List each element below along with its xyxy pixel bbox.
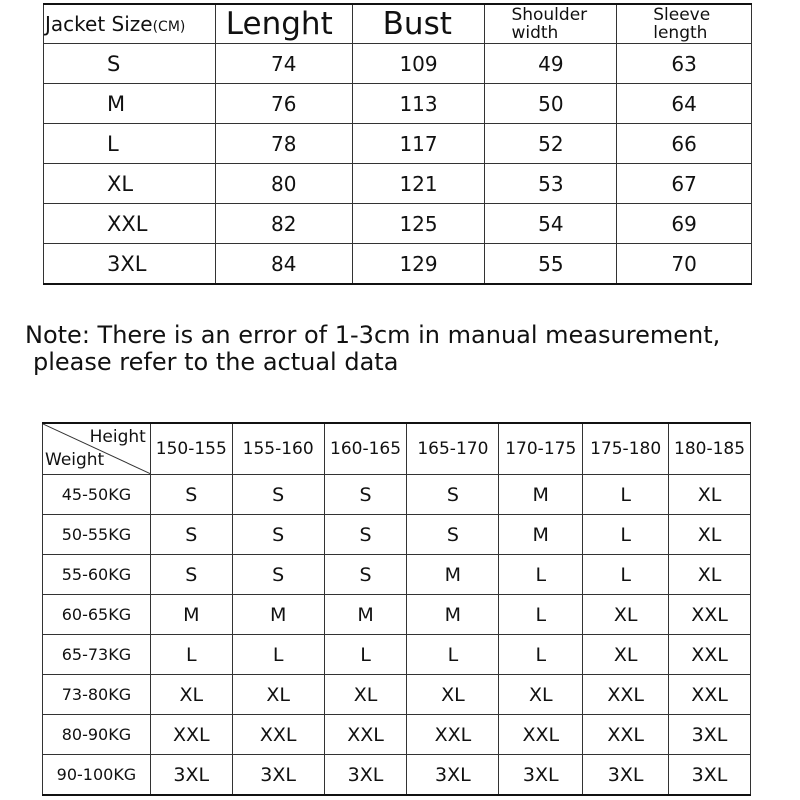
sleeve-line1: Sleeve (653, 5, 711, 25)
sleeve-cell: 63 (617, 44, 752, 84)
size-cell: S (44, 44, 216, 84)
size-cell: L (44, 124, 216, 164)
recommended-size-cell: 3XL (232, 755, 324, 796)
weight-row (43, 715, 751, 755)
recommended-size-cell: S (150, 555, 232, 595)
recommended-size-cell: S (324, 475, 407, 515)
size-cell: 3XL (44, 244, 216, 285)
size-row (44, 124, 752, 164)
shoulder-line2: width (511, 23, 559, 43)
recommended-size-cell: S (407, 475, 499, 515)
wh-header-row (43, 423, 751, 475)
recommended-size-cell: L (583, 475, 669, 515)
length-cell: 78 (215, 124, 352, 164)
recommended-size-cell: L (499, 595, 583, 635)
size-row (44, 44, 752, 84)
recommended-size-cell: XL (232, 675, 324, 715)
shoulder-line1: Shoulder (511, 5, 588, 25)
recommended-size-cell: S (232, 515, 324, 555)
recommended-size-cell: XXL (583, 715, 669, 755)
jacket-size-unit: (CM) (152, 19, 186, 35)
height-range-header: 160-165 (324, 423, 407, 475)
sleeve-cell: 64 (617, 84, 752, 124)
recommended-size-cell: XXL (232, 715, 324, 755)
recommended-size-cell: 3XL (150, 755, 232, 796)
recommended-size-cell: XL (583, 595, 669, 635)
recommended-size-cell: S (407, 515, 499, 555)
recommended-size-cell: L (324, 635, 407, 675)
bust-cell: 121 (352, 164, 485, 204)
weight-range-cell: 73-80KG (43, 675, 151, 715)
size-table-body (44, 44, 752, 285)
recommended-size-cell: S (232, 555, 324, 595)
bust-cell: 113 (352, 84, 485, 124)
weight-range-cell: 50-55KG (43, 515, 151, 555)
length-cell: 80 (215, 164, 352, 204)
height-range-header: 150-155 (150, 423, 232, 475)
weight-row (43, 755, 751, 796)
sleeve-cell: 66 (617, 124, 752, 164)
note-line2: please refer to the actual data (33, 348, 399, 376)
size-row (44, 84, 752, 124)
weight-corner-label: Weight (45, 450, 105, 470)
recommended-size-cell: L (499, 555, 583, 595)
length-cell: 84 (215, 244, 352, 285)
recommended-size-cell: M (407, 595, 499, 635)
weight-range-cell: 60-65KG (43, 595, 151, 635)
recommended-size-cell: L (499, 635, 583, 675)
recommended-size-cell: 3XL (324, 755, 407, 796)
recommended-size-cell: M (407, 555, 499, 595)
shoulder-cell: 49 (485, 44, 617, 84)
jacket-size-label: Jacket Size (45, 12, 153, 36)
recommended-size-cell: XXL (150, 715, 232, 755)
bust-cell: 125 (352, 204, 485, 244)
recommended-size-cell: XL (150, 675, 232, 715)
recommended-size-cell: XL (669, 555, 751, 595)
bust-cell: 109 (352, 44, 485, 84)
size-row (44, 204, 752, 244)
weight-range-cell: 55-60KG (43, 555, 151, 595)
recommended-size-cell: XXL (324, 715, 407, 755)
size-cell: XL (44, 164, 216, 204)
height-range-header: 180-185 (669, 423, 751, 475)
weight-row (43, 635, 751, 675)
weight-row (43, 475, 751, 515)
recommended-size-cell: XL (407, 675, 499, 715)
length-cell: 76 (215, 84, 352, 124)
recommended-size-cell: XL (583, 635, 669, 675)
recommended-size-cell: XXL (407, 715, 499, 755)
size-cell: M (44, 84, 216, 124)
weight-height-table (42, 422, 751, 796)
height-range-header: 175-180 (583, 423, 669, 475)
weight-range-cell: 45-50KG (43, 475, 151, 515)
height-range-header: 155-160 (232, 423, 324, 475)
shoulder-cell: 54 (485, 204, 617, 244)
height-range-header: 165-170 (407, 423, 499, 475)
sleeve-cell: 70 (617, 244, 752, 285)
recommended-size-cell: L (407, 635, 499, 675)
recommended-size-cell: M (232, 595, 324, 635)
recommended-size-cell: 3XL (583, 755, 669, 796)
shoulder-cell: 55 (485, 244, 617, 285)
bust-header: Bust (352, 4, 485, 44)
recommended-size-cell: XL (669, 515, 751, 555)
height-corner-label: Height (89, 427, 146, 447)
bust-cell: 117 (352, 124, 485, 164)
weight-row (43, 675, 751, 715)
recommended-size-cell: XXL (499, 715, 583, 755)
recommended-size-cell: M (499, 475, 583, 515)
sleeve-line2: length (653, 23, 708, 43)
jacket-size-header (44, 4, 216, 44)
recommended-size-cell: XXL (583, 675, 669, 715)
recommended-size-cell: 3XL (499, 755, 583, 796)
bust-cell: 129 (352, 244, 485, 285)
size-row (44, 164, 752, 204)
weight-row (43, 555, 751, 595)
size-cell: XXL (44, 204, 216, 244)
length-cell: 82 (215, 204, 352, 244)
height-range-header: 170-175 (499, 423, 583, 475)
size-table-header-row (44, 4, 752, 44)
shoulder-cell: 50 (485, 84, 617, 124)
length-cell: 74 (215, 44, 352, 84)
weight-range-cell: 90-100KG (43, 755, 151, 796)
recommended-size-cell: XL (669, 475, 751, 515)
recommended-size-cell: L (583, 515, 669, 555)
recommended-size-cell: XL (324, 675, 407, 715)
shoulder-cell: 52 (485, 124, 617, 164)
sleeve-length-header (617, 4, 752, 44)
recommended-size-cell: XXL (669, 595, 751, 635)
weight-row (43, 595, 751, 635)
wh-table-body (43, 475, 751, 796)
weight-row (43, 515, 751, 555)
recommended-size-cell: S (232, 475, 324, 515)
weight-range-cell: 65-73KG (43, 635, 151, 675)
recommended-size-cell: S (324, 515, 407, 555)
recommended-size-cell: XXL (669, 675, 751, 715)
recommended-size-cell: 3XL (669, 715, 751, 755)
sleeve-cell: 67 (617, 164, 752, 204)
length-header: Lenght (215, 4, 352, 44)
measurement-note (25, 322, 795, 376)
recommended-size-cell: M (150, 595, 232, 635)
weight-range-cell: 80-90KG (43, 715, 151, 755)
corner-header-cell (43, 423, 151, 475)
recommended-size-cell: 3XL (669, 755, 751, 796)
recommended-size-cell: S (150, 475, 232, 515)
recommended-size-cell: XXL (669, 635, 751, 675)
recommended-size-cell: M (324, 595, 407, 635)
recommended-size-cell: XL (499, 675, 583, 715)
size-row (44, 244, 752, 285)
recommended-size-cell: L (583, 555, 669, 595)
recommended-size-cell: 3XL (407, 755, 499, 796)
recommended-size-cell: S (324, 555, 407, 595)
jacket-size-table (43, 3, 752, 285)
shoulder-width-header (485, 4, 617, 44)
recommended-size-cell: L (232, 635, 324, 675)
sleeve-cell: 69 (617, 204, 752, 244)
note-line1: Note: There is an error of 1-3cm in manual measurement, (25, 321, 721, 349)
recommended-size-cell: S (150, 515, 232, 555)
shoulder-cell: 53 (485, 164, 617, 204)
recommended-size-cell: M (499, 515, 583, 555)
recommended-size-cell: L (150, 635, 232, 675)
